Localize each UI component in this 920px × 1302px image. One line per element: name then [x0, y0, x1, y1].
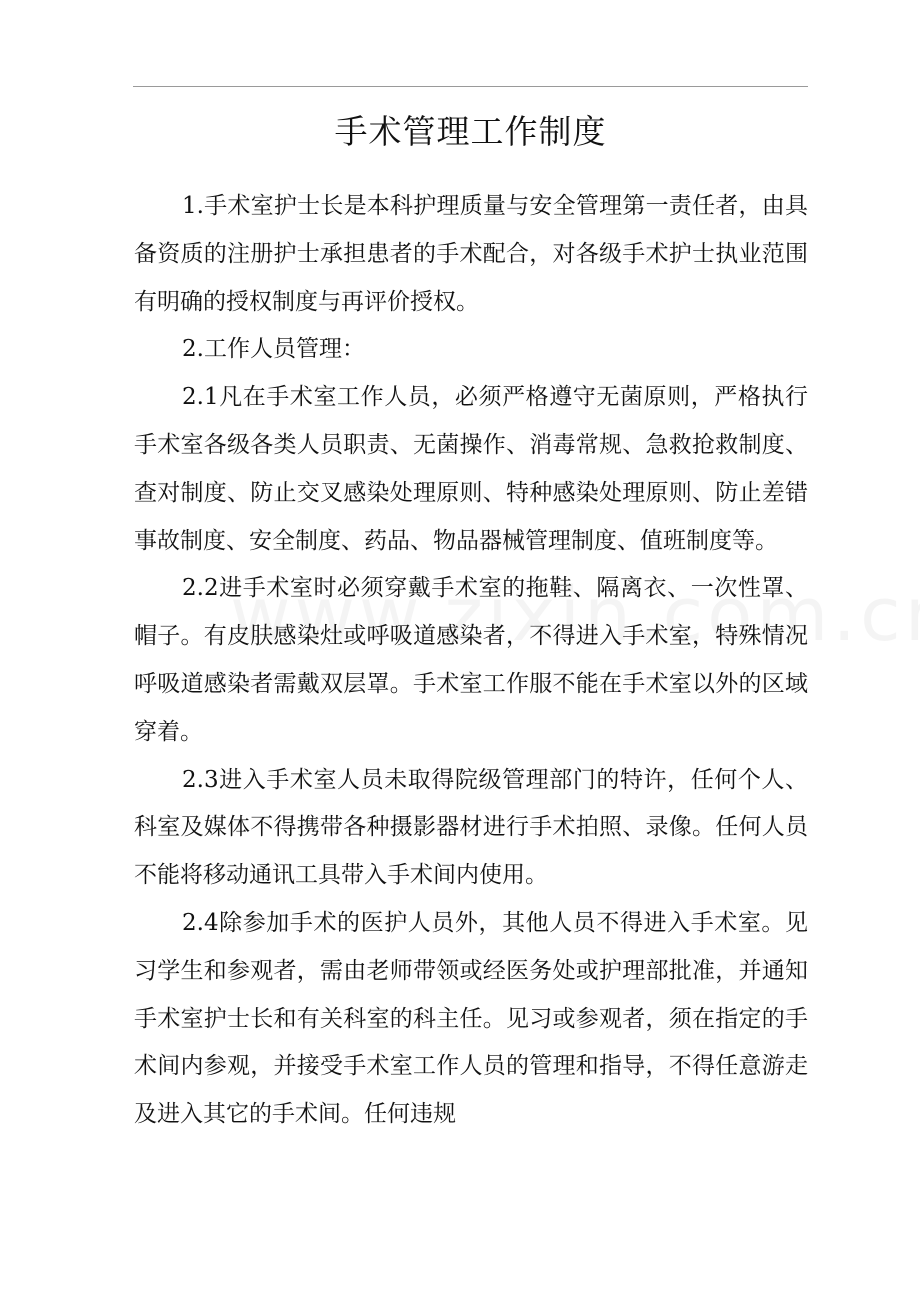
paragraph-2-1: 2.1凡在手术室工作人员，必须严格遵守无菌原则，严格执行手术室各级各类人员职责、无菌操作、消毒常规、急救抢救制度、查对制度、防止交叉感染处理原则、特种感染处理原则、防止差错事故制度、安全制度、药品、物品器械管理制度、值班制度等。	[134, 384, 808, 554]
document-body	[134, 183, 808, 1139]
header-rule	[133, 86, 808, 87]
paragraph-1: 1.手术室护士长是本科护理质量与安全管理第一责任者，由具备资质的注册护士承担患者的手术配合，对各级手术护士执业范围有明确的授权制度与再评价授权。	[134, 193, 808, 315]
paragraph-2: 2.工作人员管理：	[182, 336, 365, 363]
document-title: 手术管理工作制度	[334, 112, 607, 151]
paragraph-2-2: 2.2进手术室时必须穿戴手术室的拖鞋、隔离衣、一次性罩、帽子。有皮肤感染灶或呼吸道感染者，不得进入手术室，特殊情况呼吸道感染者需戴双层罩。手术室工作服不能在手术室以外的区域穿着。	[134, 575, 808, 745]
paragraph-2-3: 2.3进入手术室人员未取得院级管理部门的特许，任何个人、科室及媒体不得携带各种摄影器材进行手术拍照、录像。任何人员不能将移动通讯工具带入手术间内使用。	[134, 766, 808, 889]
paragraph-2-4: 2.4除参加手术的医护人员外，其他人员不得进入手术室。见习学生和参观者，需由老师带领或经医务处或护理部批准，并通知手术室护士长和有关科室的科主任。见习或参观者，须在指定的手术间内参观，并接受手术室工作人员的管理和指导，不得任意游走及进入其它的手术间。任何违规	[134, 909, 808, 1128]
